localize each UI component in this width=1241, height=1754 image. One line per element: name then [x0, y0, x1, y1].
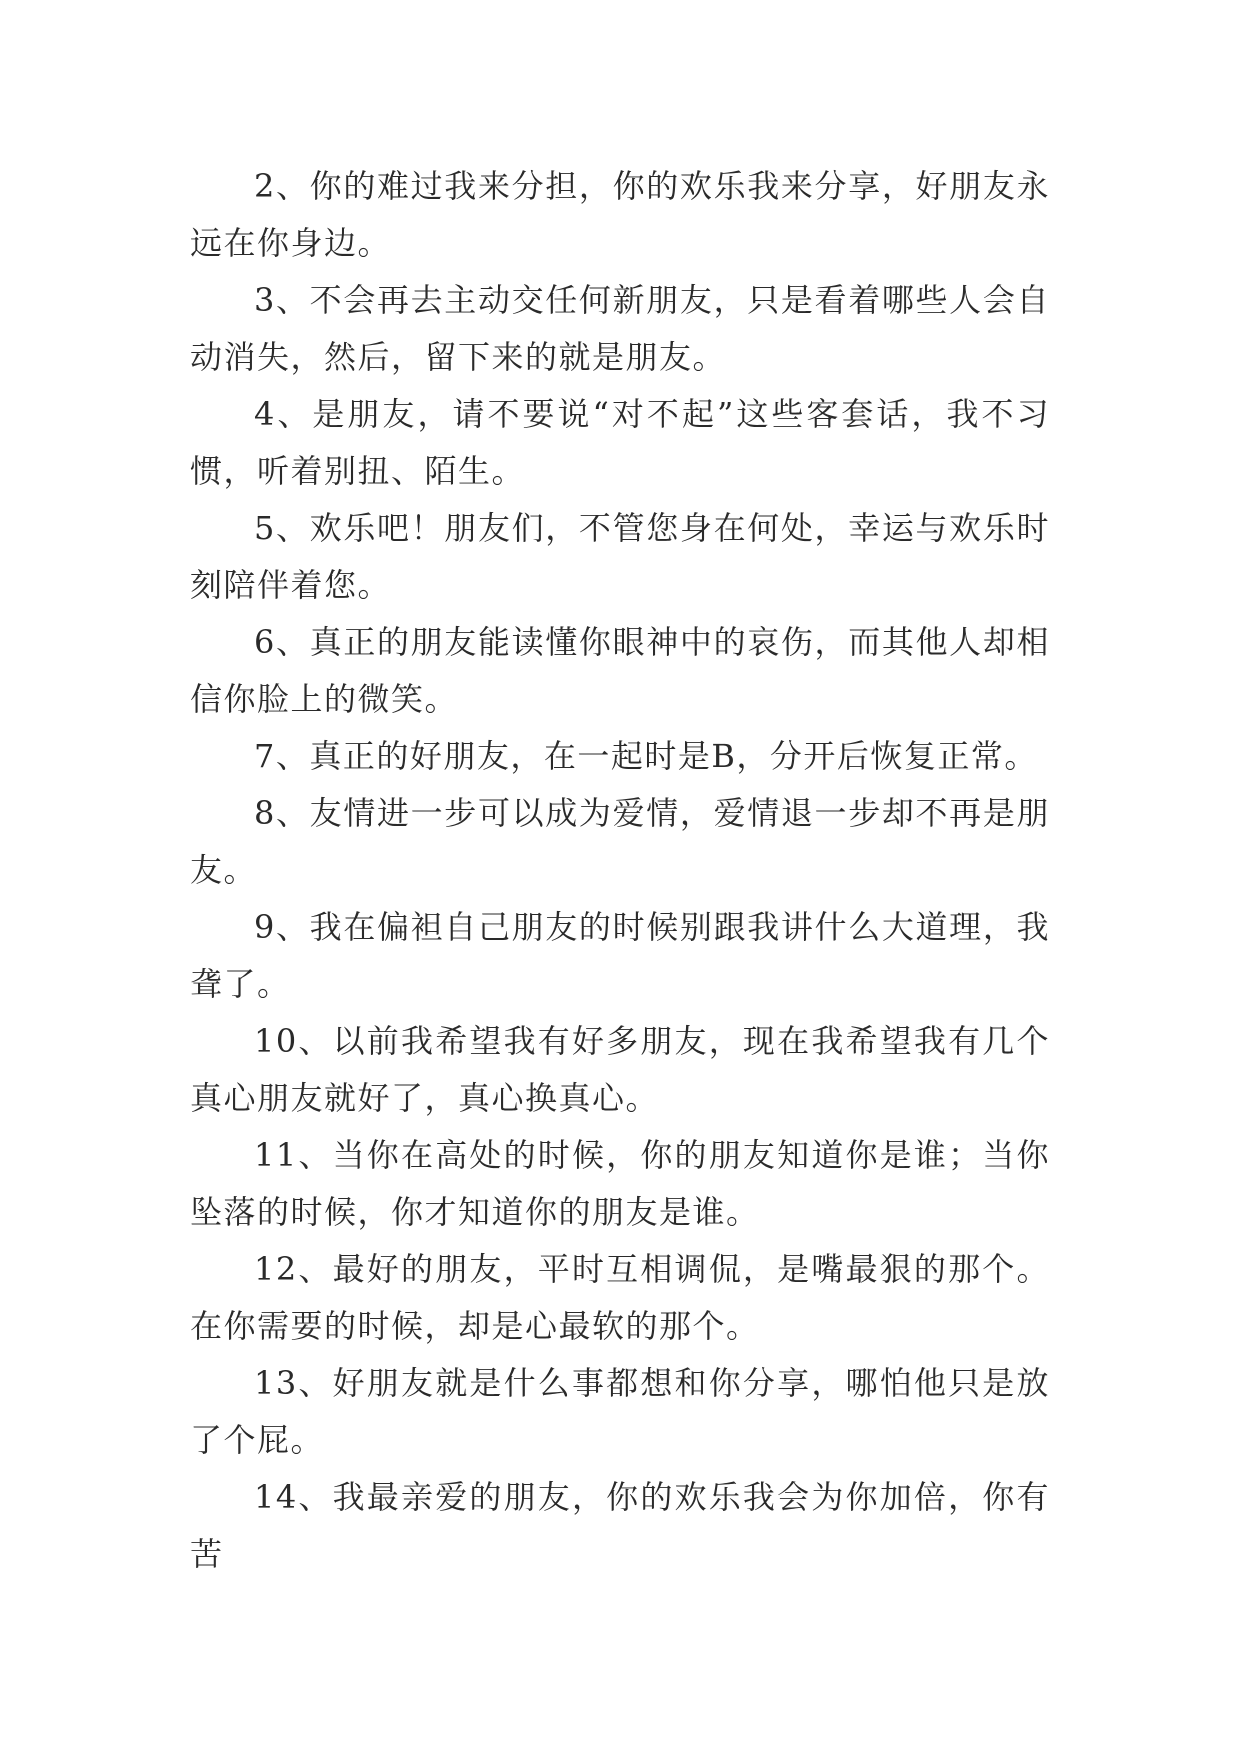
- paragraph: 6、真正的朋友能读懂你眼神中的哀伤，而其他人却相信你脸上的微笑。: [190, 623, 1050, 718]
- paragraph: 2、你的难过我来分担，你的欢乐我来分享，好朋友永远在你身边。: [190, 167, 1050, 262]
- document-body: [190, 158, 1050, 1583]
- paragraph: 13、好朋友就是什么事都想和你分享，哪怕他只是放了个屁。: [190, 1364, 1050, 1459]
- paragraph: 11、当你在高处的时候，你的朋友知道你是谁；当你坠落的时候，你才知道你的朋友是谁。: [190, 1136, 1050, 1231]
- paragraph: 14、我最亲爱的朋友，你的欢乐我会为你加倍，你有苦: [190, 1478, 1050, 1573]
- paragraph: 7、真正的好朋友，在一起时是B，分开后恢复正常。: [254, 737, 1038, 775]
- paragraph: 3、不会再去主动交任何新朋友，只是看着哪些人会自动消失，然后，留下来的就是朋友。: [190, 281, 1050, 376]
- paragraph: 12、最好的朋友，平时互相调侃，是嘴最狠的那个。在你需要的时候，却是心最软的那个。: [190, 1250, 1050, 1345]
- paragraph: 5、欢乐吧！朋友们，不管您身在何处，幸运与欢乐时刻陪伴着您。: [190, 509, 1050, 604]
- paragraph: 4、是朋友，请不要说“对不起”这些客套话，我不习惯，听着别扭、陌生。: [190, 395, 1050, 490]
- paragraph: 8、友情进一步可以成为爱情，爱情退一步却不再是朋友。: [190, 794, 1050, 889]
- paragraph: 9、我在偏袒自己朋友的时候别跟我讲什么大道理，我聋了。: [190, 908, 1050, 1003]
- paragraph: 10、以前我希望我有好多朋友，现在我希望我有几个真心朋友就好了，真心换真心。: [190, 1022, 1050, 1117]
